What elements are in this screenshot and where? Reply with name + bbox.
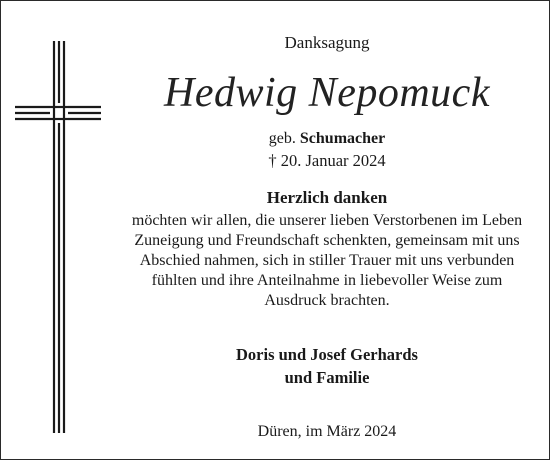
cross-icon [15, 41, 101, 433]
maiden-name: Schumacher [299, 130, 386, 147]
message-line: Abschied nahmen, sich in stiller Trauer mit uns verbunden [139, 252, 515, 269]
notice-heading: Danksagung [284, 33, 370, 52]
message-line: Zuneigung und Freundschaft schenkten, gemeinsam mit uns [134, 232, 520, 249]
born-prefix: geb. [268, 130, 296, 147]
message-line: fühlten und ihre Anteilnahme in liebevoller Weise zum [151, 272, 503, 289]
message-line: möchten wir allen, die unserer lieben Verstorbenen im Leben [131, 212, 523, 229]
signers [109, 343, 545, 389]
deceased-name: Hedwig Nepomuck [164, 70, 490, 116]
death-date: † 20. Januar 2024 [268, 151, 386, 170]
signer-line: und Familie [284, 368, 370, 387]
thanks-message [109, 211, 545, 311]
birth-name [109, 130, 545, 148]
thanks-title: Herzlich danken [266, 188, 388, 207]
signer-line: Doris und Josef Gerhards [236, 345, 418, 364]
message-line: Ausdruck brachten. [264, 292, 390, 309]
place-date: Düren, im März 2024 [257, 423, 397, 440]
